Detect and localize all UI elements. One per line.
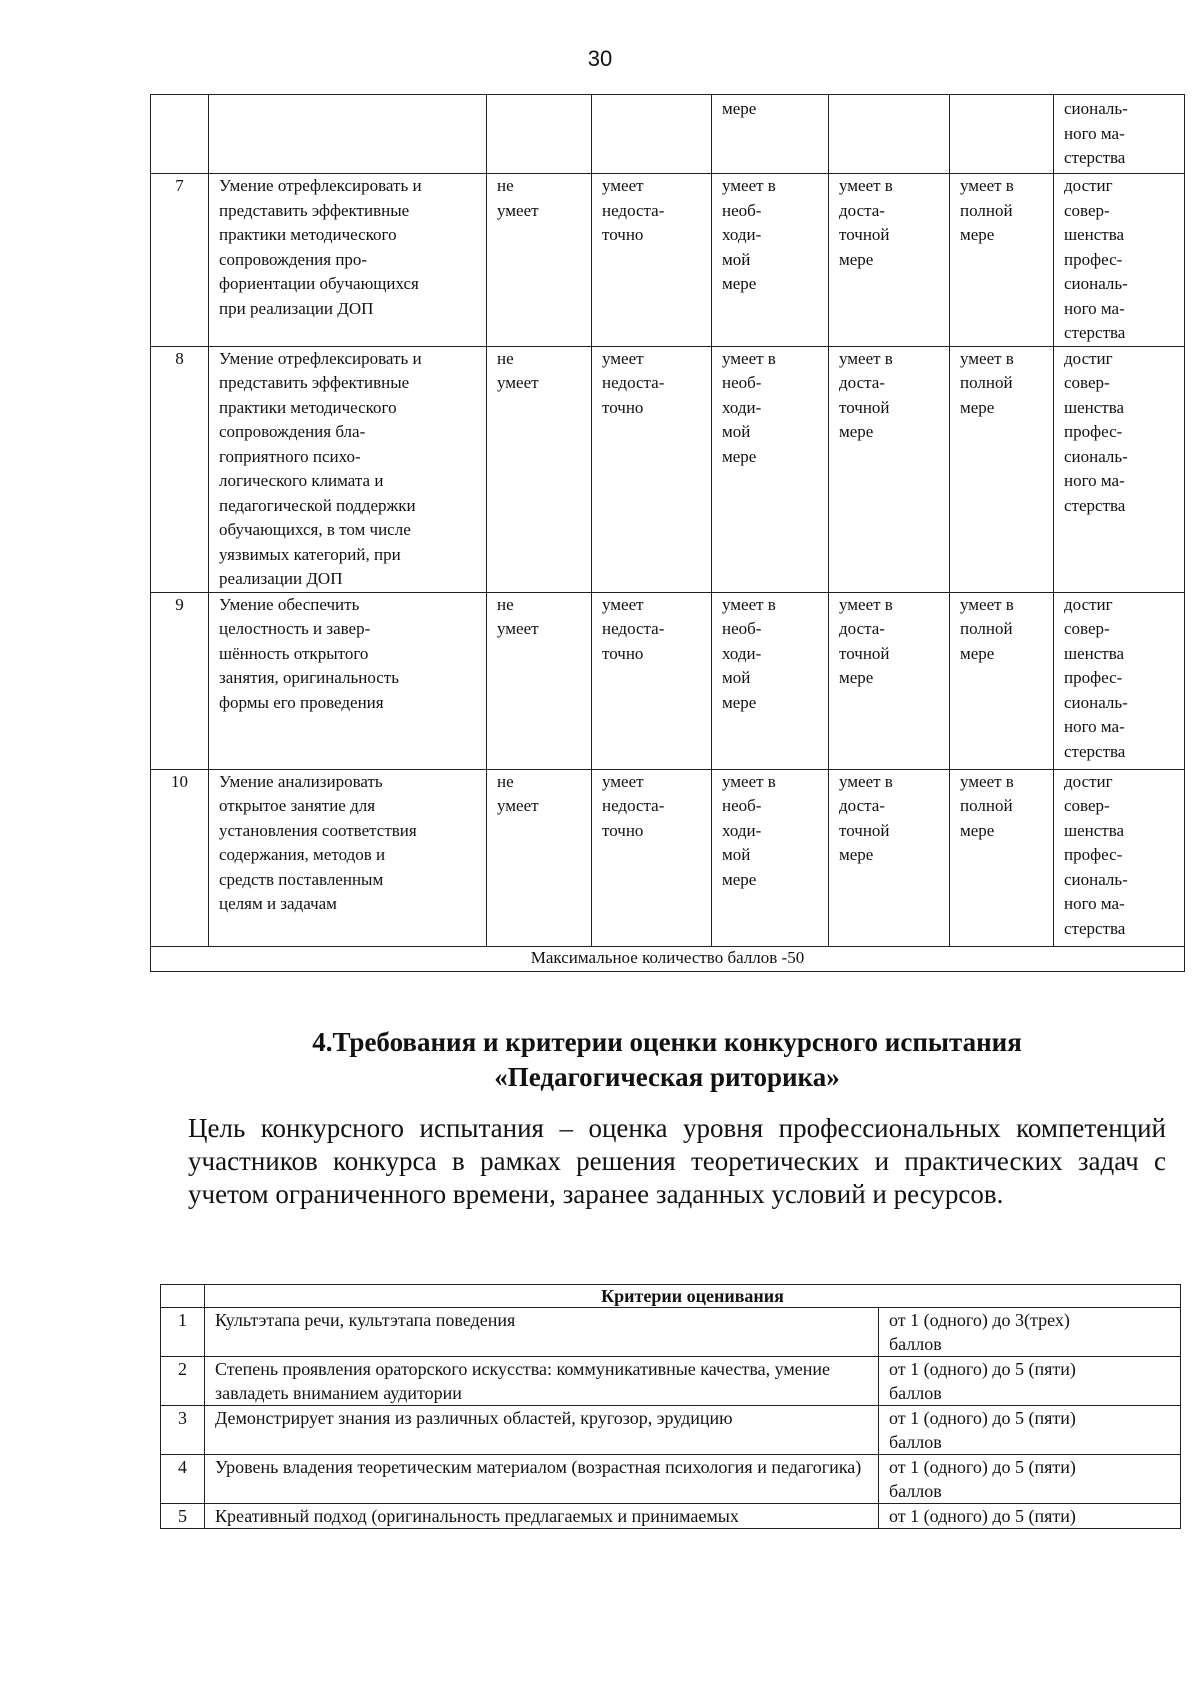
cell-level5: умеет в полной мере <box>950 769 1054 946</box>
cell-level2: умеет недоста- точно <box>592 592 712 769</box>
criteria-levels-table <box>150 94 1185 972</box>
table-row <box>151 346 1185 592</box>
cell-score: от 1 (одного) до 5 (пяти) баллов <box>879 1455 1181 1504</box>
cell-level5: умеет в полной мере <box>950 174 1054 347</box>
cell-level5: умеет в полной мере <box>950 346 1054 592</box>
cell-level4: умеет в доста- точной мере <box>829 346 950 592</box>
cell-level3: умеет в необ- ходи- мой мере <box>712 592 829 769</box>
table-row <box>161 1455 1181 1504</box>
cell-level4 <box>829 95 950 174</box>
cell-level5 <box>950 95 1054 174</box>
cell-level3: умеет в необ- ходи- мой мере <box>712 174 829 347</box>
cell-level3: умеет в необ- ходи- мой мере <box>712 769 829 946</box>
table-row <box>161 1357 1181 1406</box>
cell-num: 1 <box>161 1308 205 1357</box>
cell-criterion: Культэтапа речи, культэтапа поведения <box>205 1308 879 1357</box>
cell-score: от 1 (одного) до 5 (пяти) баллов <box>879 1406 1181 1455</box>
evaluation-criteria-table <box>160 1284 1181 1529</box>
cell-level6: достиг совер- шенства профес- сиональ- ного ма- стерства <box>1054 769 1185 946</box>
cell-level1: не умеет <box>487 592 592 769</box>
table-row-continuation <box>151 95 1185 174</box>
header-num-cell <box>161 1285 205 1308</box>
cell-level6: достиг совер- шенства профес- сиональ- ного ма- стерства <box>1054 592 1185 769</box>
cell-score: от 1 (одного) до 5 (пяти) <box>879 1504 1181 1529</box>
cell-criterion: Умение отрефлексировать и представить эффективные практики методического сопровождения бла- гоприятного психо- логического климата и педагогической поддержки обучающихся, в том числе уязвимых категорий, при реализации ДОП <box>209 346 487 592</box>
cell-score: от 1 (одного) до 3(трех) баллов <box>879 1308 1181 1357</box>
cell-level2: умеет недоста- точно <box>592 769 712 946</box>
cell-num: 4 <box>161 1455 205 1504</box>
cell-criterion: Умение анализировать открытое занятие для установления соответствия содержания, методов и средств поставленным целям и задачам <box>209 769 487 946</box>
cell-num: 10 <box>151 769 209 946</box>
cell-criterion: Креативный подход (оригинальность предлагаемых и принимаемых <box>205 1504 879 1529</box>
cell-level3: мере <box>712 95 829 174</box>
table-row <box>161 1406 1181 1455</box>
cell-num: 9 <box>151 592 209 769</box>
cell-level6: сиональ- ного ма- стерства <box>1054 95 1185 174</box>
cell-criterion: Демонстрирует знания из различных областей, кругозор, эрудицию <box>205 1406 879 1455</box>
table-row <box>161 1504 1181 1529</box>
table-header-row <box>161 1285 1181 1308</box>
goal-paragraph: Цель конкурсного испытания – оценка уровня профессиональных компетенций участников конкурса в рамках решения теоретических и практических задач с учетом ограниченного времени, заранее заданных условий и ресурсов. <box>188 1113 1166 1209</box>
section-title-line2: «Педагогическая риторика» <box>494 1062 840 1092</box>
cell-criterion: Уровень владения теоретическим материалом (возрастная психология и педагогика) <box>205 1455 879 1504</box>
cell-num <box>151 95 209 174</box>
cell-level2 <box>592 95 712 174</box>
table-header: Критерии оценивания <box>205 1285 1181 1308</box>
section-title-line1: 4.Требования и критерии оценки конкурсного испытания <box>312 1027 1022 1057</box>
table-row <box>151 174 1185 347</box>
cell-level1: не умеет <box>487 174 592 347</box>
section-title <box>150 1025 1184 1095</box>
table-row <box>151 769 1185 946</box>
cell-num: 2 <box>161 1357 205 1406</box>
cell-level5: умеет в полной мере <box>950 592 1054 769</box>
cell-level1 <box>487 95 592 174</box>
cell-criterion <box>209 95 487 174</box>
cell-criterion: Умение отрефлексировать и представить эффективные практики методического сопровождения про- фориентации обучающихся при реализации ДОП <box>209 174 487 347</box>
cell-level4: умеет в доста- точной мере <box>829 174 950 347</box>
cell-level1: не умеет <box>487 346 592 592</box>
cell-level2: умеет недоста- точно <box>592 346 712 592</box>
table-row <box>161 1308 1181 1357</box>
cell-score: от 1 (одного) до 5 (пяти) баллов <box>879 1357 1181 1406</box>
cell-level3: умеет в необ- ходи- мой мере <box>712 346 829 592</box>
cell-num: 3 <box>161 1406 205 1455</box>
cell-level4: умеет в доста- точной мере <box>829 769 950 946</box>
cell-level6: достиг совер- шенства профес- сиональ- ного ма- стерства <box>1054 346 1185 592</box>
page-number: 30 <box>587 46 613 71</box>
cell-level6: достиг совер- шенства профес- сиональ- ного ма- стерства <box>1054 174 1185 347</box>
cell-num: 8 <box>151 346 209 592</box>
cell-criterion: Степень проявления ораторского искусства: коммуникативные качества, умение завладеть вниманием аудитории <box>205 1357 879 1406</box>
cell-level1: не умеет <box>487 769 592 946</box>
table-row-max-score <box>151 946 1185 971</box>
cell-criterion: Умение обеспечить целостность и завер- шённость открытого занятия, оригинальность формы его проведения <box>209 592 487 769</box>
cell-level4: умеет в доста- точной мере <box>829 592 950 769</box>
cell-level2: умеет недоста- точно <box>592 174 712 347</box>
cell-num: 5 <box>161 1504 205 1529</box>
cell-num: 7 <box>151 174 209 347</box>
table-row <box>151 592 1185 769</box>
max-score-cell: Максимальное количество баллов -50 <box>151 946 1185 971</box>
